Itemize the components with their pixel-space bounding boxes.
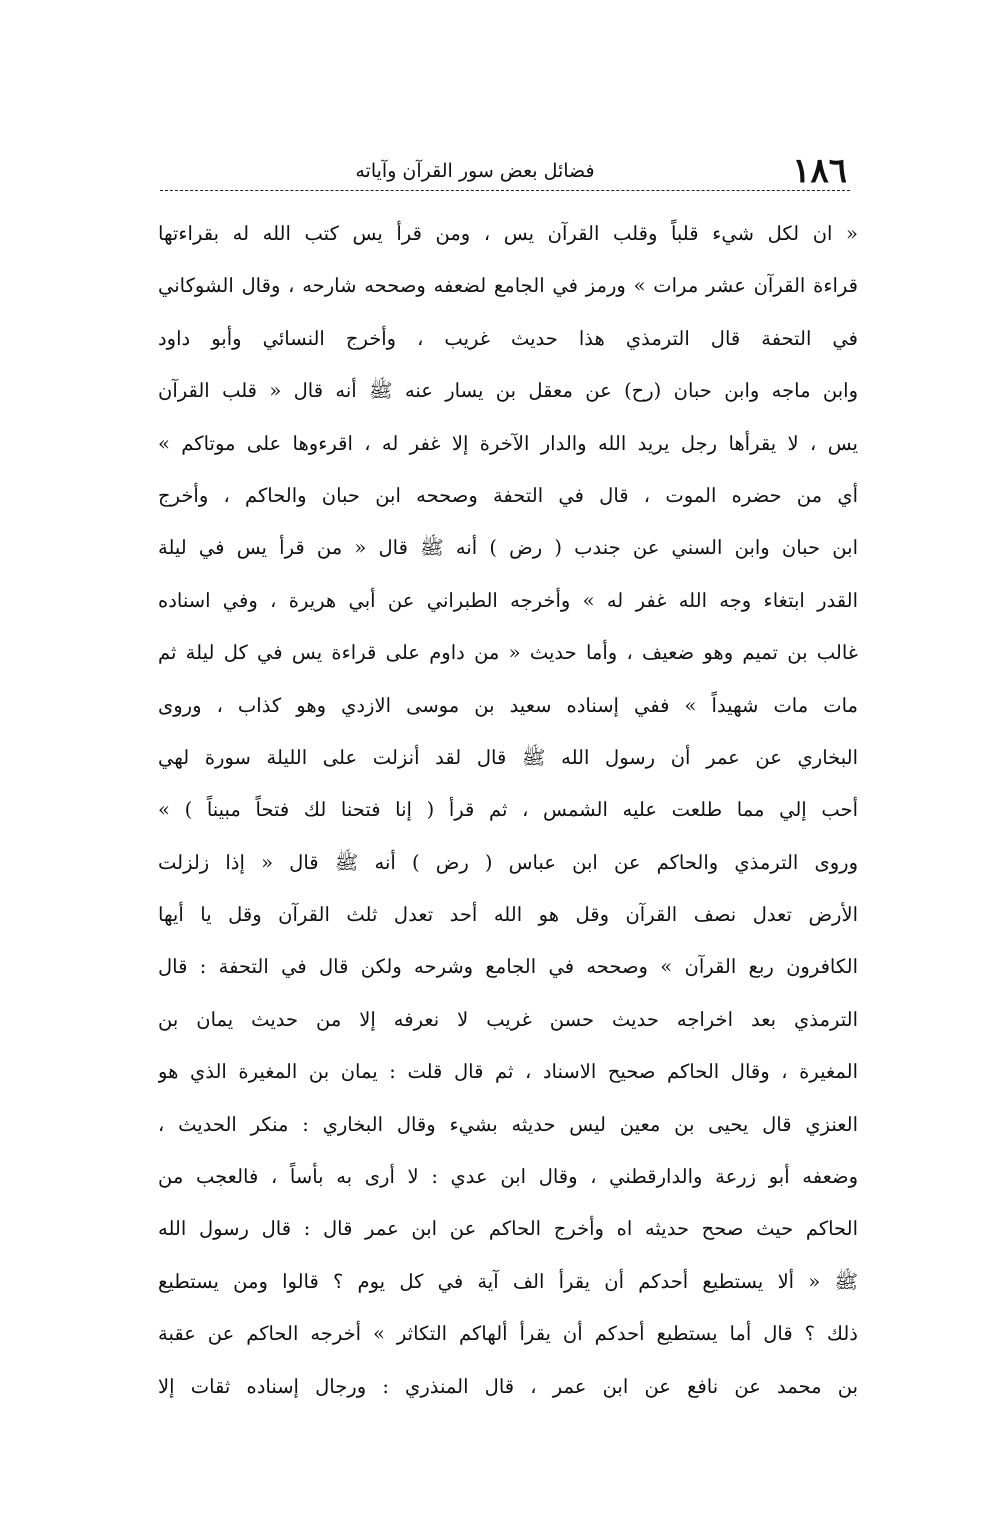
text-line: وروى الترمذي والحاكم عن ابن عباس ( رض ) أنه ﷺ قال « إذا زلزلت (158, 850, 858, 874)
text-line: ﷺ « ألا يستطيع أحدكم أن يقرأ الف آية في كل يوم ؟ قالوا ومن يستطيع (158, 1269, 858, 1293)
text-line: العنزي قال يحيى بن معين ليس حديثه بشيء وقال البخاري : منكر الحديث ، (158, 1112, 858, 1136)
text-line: في التحفة قال الترمذي هذا حديث غريب ، وأخرج النسائي وأبو داود (158, 326, 858, 350)
text-line: وابن ماجه وابن حبان (رح) عن معقل بن يسار عنه ﷺ أنه قال « قلب القرآن (158, 379, 858, 403)
text-line: الكافرون ربع القرآن » وصححه في الجامع وشرحه ولكن قال في التحفة : قال (158, 955, 858, 979)
text-line: الحاكم حيث صحح حديثه اه وأخرج الحاكم عن ابن عمر قال : قال رسول الله (158, 1217, 858, 1241)
text-line: أحب إلي مما طلعت عليه الشمس ، ثم قرأ ( إنا فتحنا لك فتحاً مبيناً ) » (158, 798, 858, 822)
text-line: قراءة القرآن عشر مرات » ورمز في الجامع لضعفه وصححه شارحه ، وقال الشوكاني (158, 274, 858, 298)
text-line: غالب بن تميم وهو ضعيف ، وأما حديث « من داوم على قراءة يس في كل ليلة ثم (158, 641, 858, 665)
text-line: مات مات شهيداً » ففي إسناده سعيد بن موسى الازدي وهو كذاب ، وروى (158, 693, 858, 717)
running-title: فضائل بعض سور القرآن وآياته (355, 160, 595, 182)
text-line: وضعفه أبو زرعة والدارقطني ، وقال ابن عدي : لا أرى به بأساً ، فالعجب من (158, 1165, 858, 1189)
text-line: القدر ابتغاء وجه الله غفر له » وأخرجه الطبراني عن أبي هريرة ، وفي اسناده (158, 588, 858, 612)
text-line: الأرض تعدل نصف القرآن وقل هو الله أحد تعدل ثلث القرآن وقل يا أيها (158, 903, 858, 927)
text-line: أي من حضره الموت ، قال في التحفة وصححه ابن حبان والحاكم ، وأخرج (158, 483, 858, 507)
text-line: المغيرة ، وقال الحاكم صحيح الاسناد ، ثم قال قلت : يمان بن المغيرة الذي هو (158, 1060, 858, 1084)
text-line: بن محمد عن نافع عن ابن عمر ، قال المنذري : ورجال إسناده ثقات إلا (158, 1374, 858, 1398)
text-line: الترمذي بعد اخراجه حديث حسن غريب لا نعرفه إلا من حديث يمان بن (158, 1007, 858, 1031)
page-number: ١٨٦ (792, 151, 847, 191)
text-line: ابن حبان وابن السني عن جندب ( رض ) أنه ﷺ قال « من قرأ يس في ليلة (158, 536, 858, 560)
body-text (158, 208, 858, 1413)
header-divider (160, 190, 850, 191)
text-line: يس ، لا يقرأها رجل يريد الله والدار الآخرة إلا غفر له ، اقرءوها على موتاكم » (158, 431, 858, 455)
text-line: البخاري عن عمر أن رسول الله ﷺ قال لقد أنزلت على الليلة سورة لهي (158, 745, 858, 769)
text-line: ذلك ؟ قال أما يستطيع أحدكم أن يقرأ ألهاكم التكاثر » أخرجه الحاكم عن عقبة (158, 1322, 858, 1346)
page-header (155, 150, 855, 192)
text-line: « ان لكل شيء قلباً وقلب القرآن يس ، ومن قرأ يس كتب الله له بقراءتها (158, 222, 858, 245)
